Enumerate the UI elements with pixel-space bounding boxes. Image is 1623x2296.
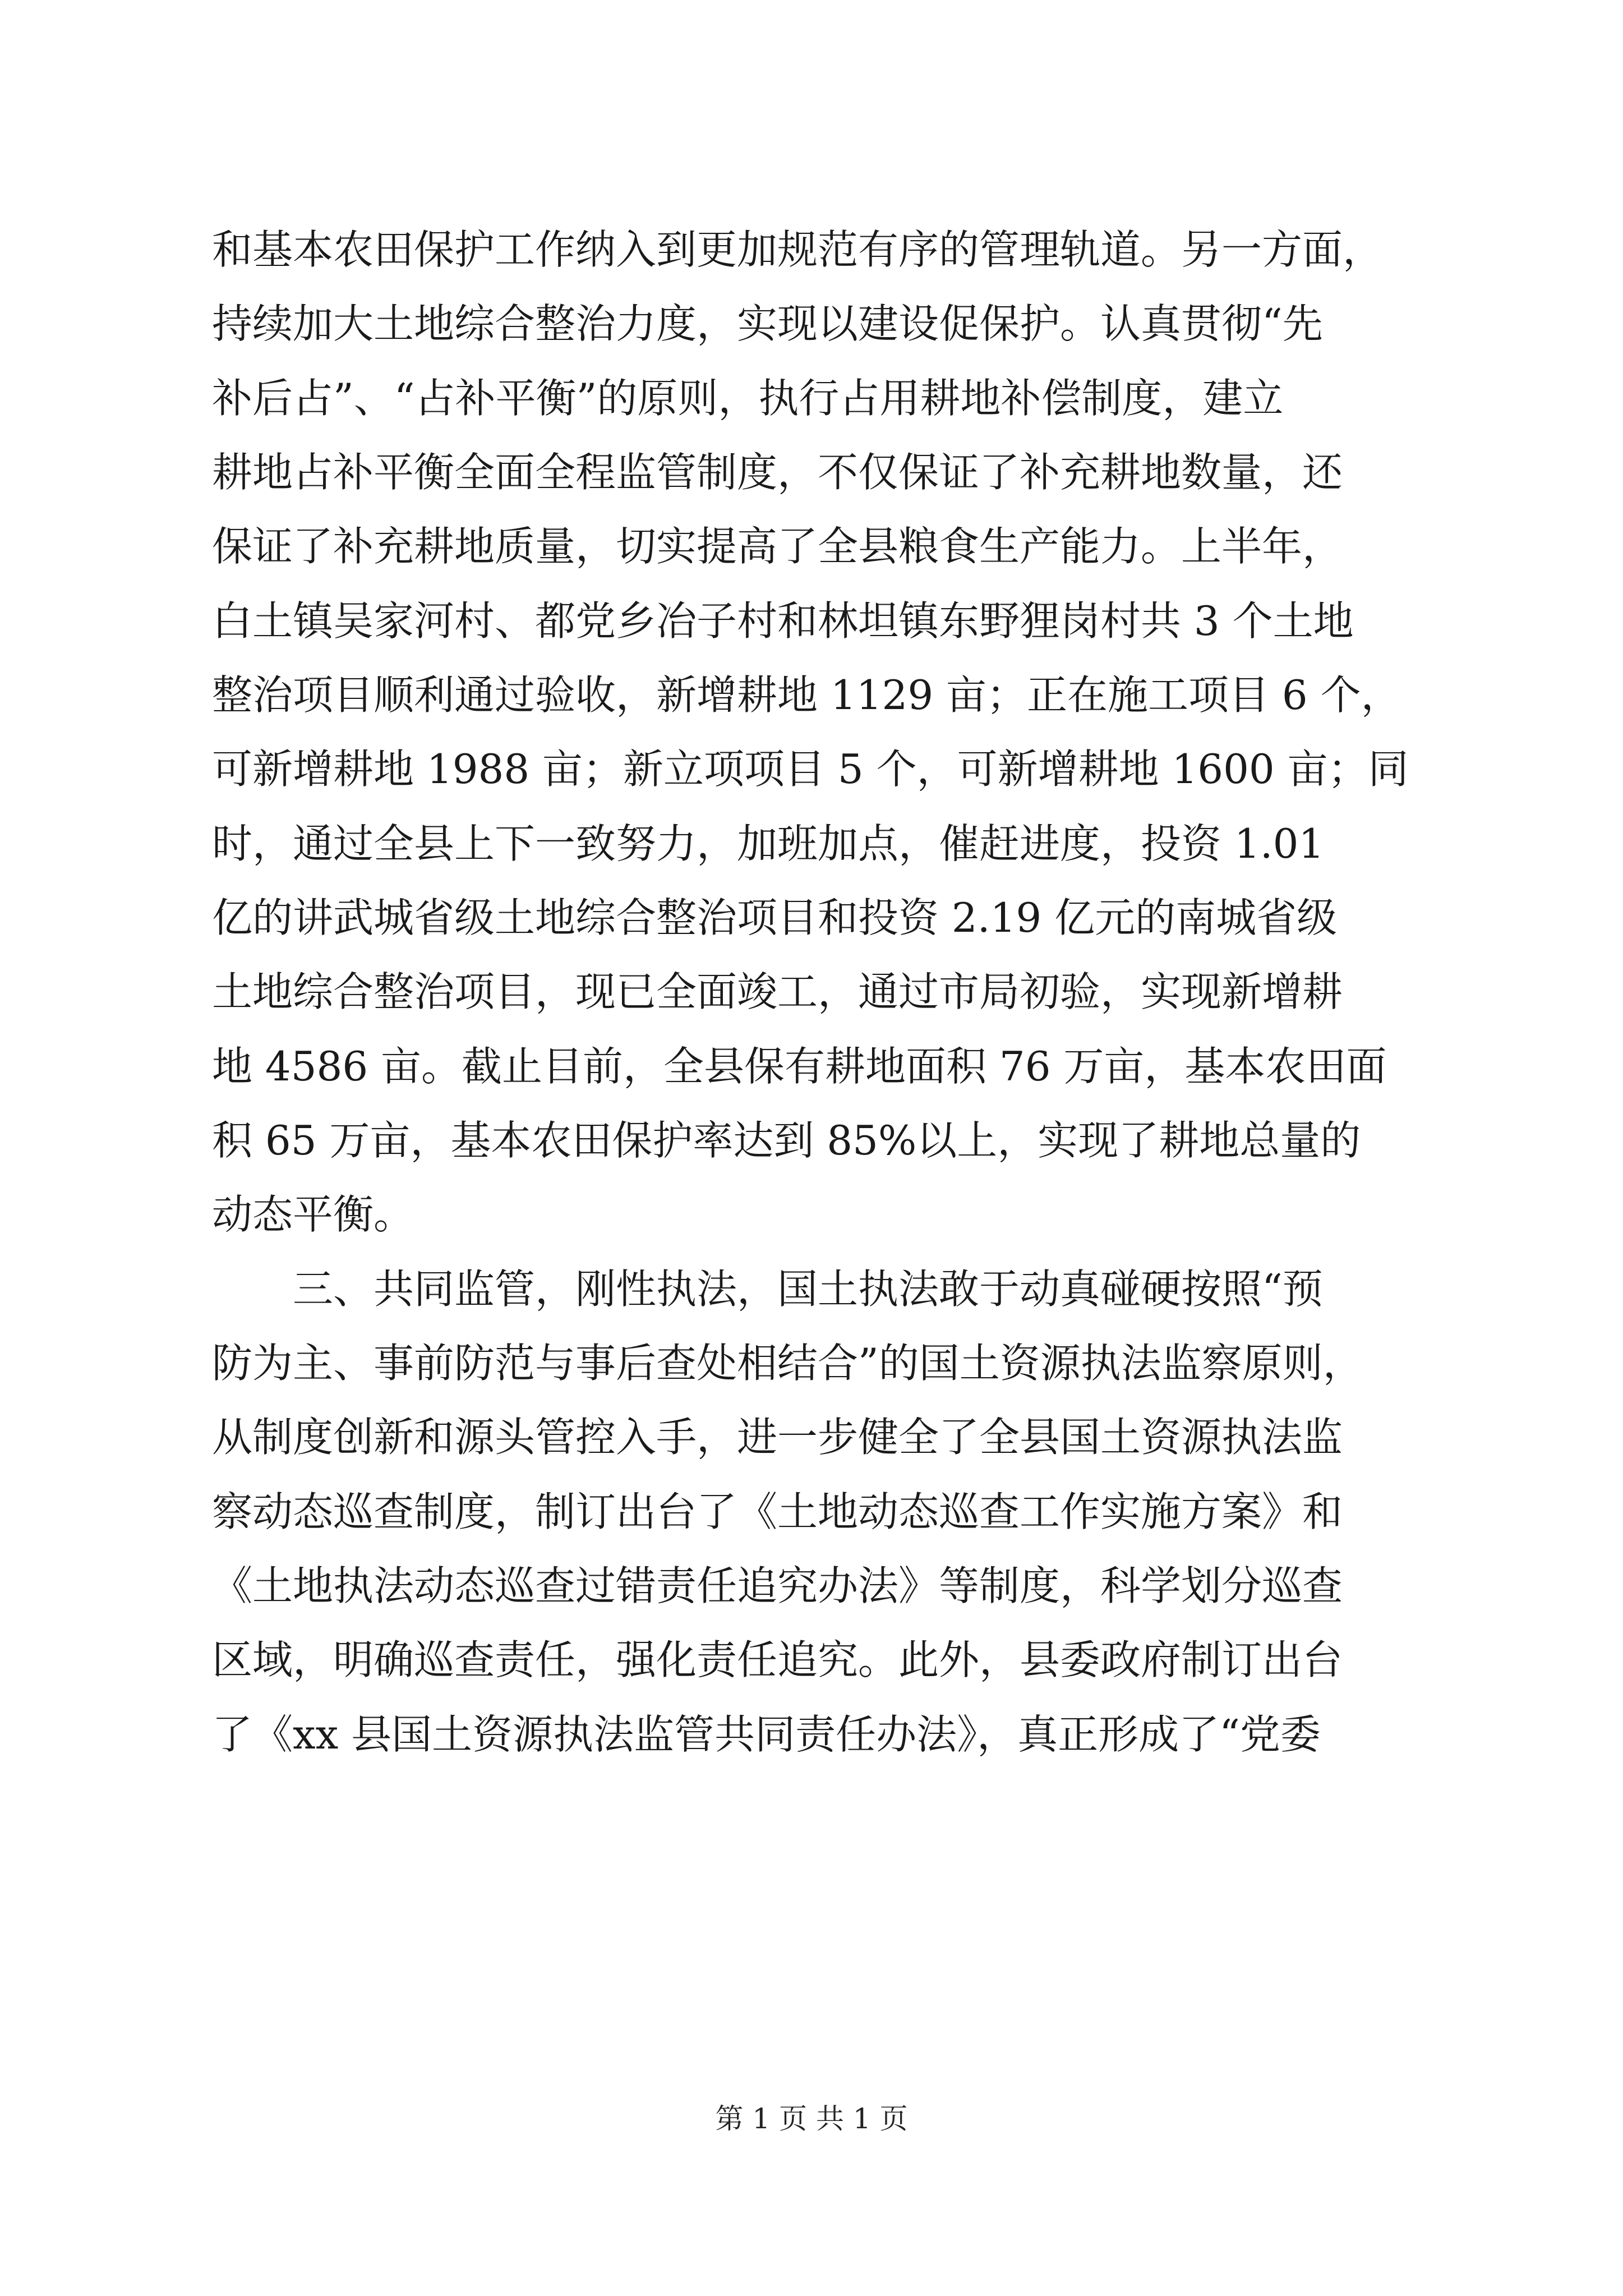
text-line: 积 65 万亩，基本农田保护率达到 85%以上，实现了耕地总量的 <box>212 1117 1361 1164</box>
text-line: 时，通过全县上下一致努力，加班加点，催赶进度，投资 1.01 <box>212 820 1325 867</box>
text-line: 保证了补充耕地质量，切实提高了全县粮食生产能力。上半年， <box>212 523 1343 570</box>
text-line: 和基本农田保护工作纳入到更加规范有序的管理轨道。另一方面， <box>212 226 1384 273</box>
text-line: 三、共同监管，刚性执法，国土执法敢于动真碰硬按照“预 <box>212 1266 1323 1313</box>
text-line: 动态平衡。 <box>212 1191 414 1238</box>
text-line: 持续加大土地综合整治力度，实现以建设促保护。认真贯彻“先 <box>212 300 1323 347</box>
text-line: 察动态巡查制度，制订出台了《土地动态巡查工作实施方案》和 <box>212 1488 1343 1535</box>
page-footer: 第 1 页 共 1 页 <box>715 2102 908 2135</box>
text-line: 耕地占补平衡全面全程监管制度，不仅保证了补充耕地数量，还 <box>212 449 1343 496</box>
text-line: 防为主、事前防范与事后查处相结合”的国土资源执法监察原则， <box>212 1340 1363 1387</box>
text-line: 地 4586 亩。截止目前，全县保有耕地面积 76 万亩，基本农田面 <box>212 1043 1387 1090</box>
text-line: 可新增耕地 1988 亩；新立项项目 5 个，可新增耕地 1600 亩；同 <box>212 746 1409 793</box>
text-line: 从制度创新和源头管控入手，进一步健全了全县国土资源执法监 <box>212 1414 1343 1461</box>
text-line: 白土镇吴家河村、都党乡冶子村和林坦镇东野狸岗村共 3 个土地 <box>212 597 1354 645</box>
text-line: 补后占”、“占补平衡”的原则，执行占用耕地补偿制度，建立 <box>212 375 1284 422</box>
text-line: 《土地执法动态巡查过错责任追究办法》等制度，科学划分巡查 <box>212 1562 1343 1609</box>
text-line: 了《xx 县国土资源执法监管共同责任办法》，真正形成了“党委 <box>212 1711 1321 1758</box>
text-line: 土地综合整治项目，现已全面竣工，通过市局初验，实现新增耕 <box>212 968 1343 1015</box>
text-line: 亿的讲武城省级土地综合整治项目和投资 2.19 亿元的南城省级 <box>212 894 1338 941</box>
text-line: 区域，明确巡查责任，强化责任追究。此外，县委政府制订出台 <box>212 1636 1343 1683</box>
text-line: 整治项目顺利通过验收，新增耕地 1129 亩；正在施工项目 6 个， <box>212 671 1401 719</box>
